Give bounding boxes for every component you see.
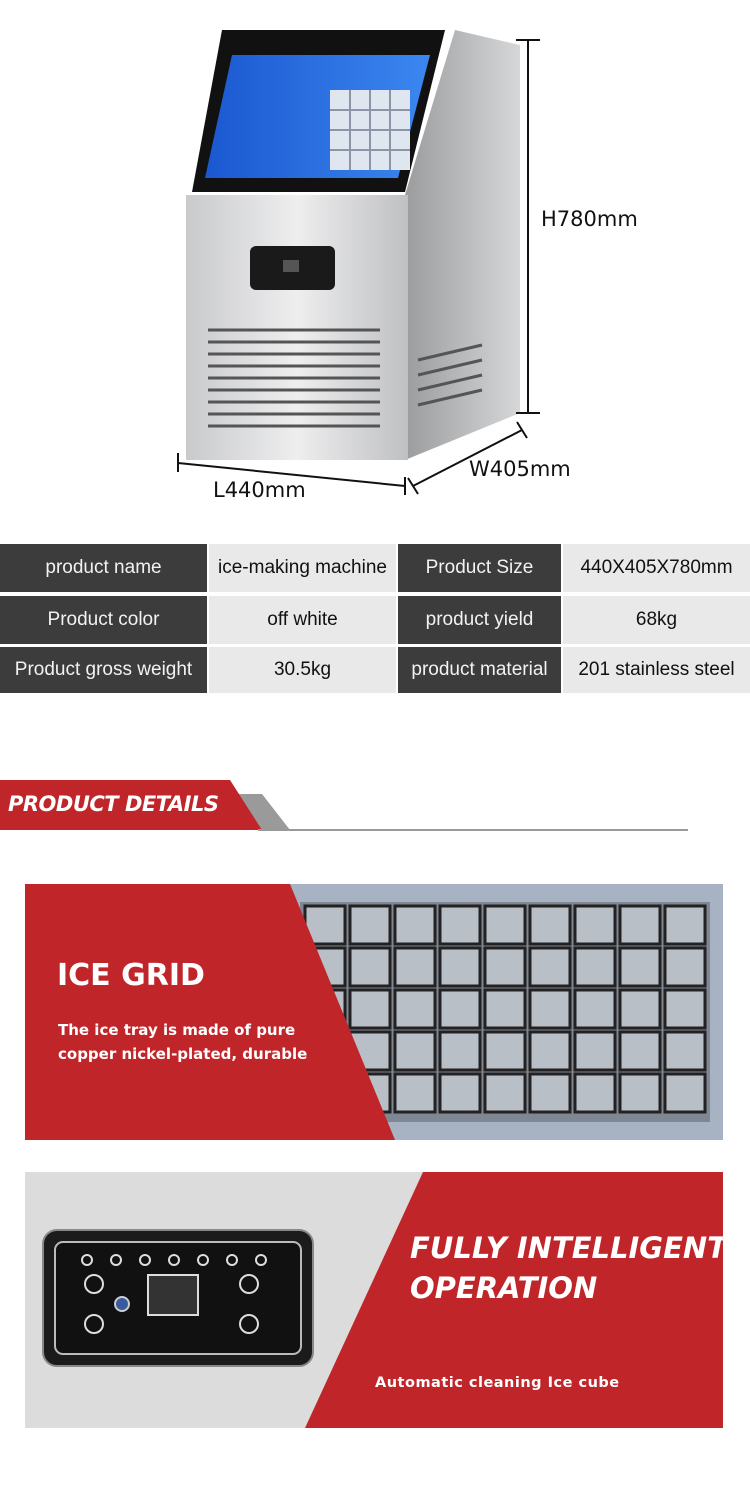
description-line: Automatic cleaning Ice cube xyxy=(375,1375,620,1391)
spec-label: product material xyxy=(398,647,561,693)
ice-machine-image xyxy=(0,0,750,520)
title-line: OPERATION xyxy=(410,1271,598,1305)
title-line: FULLY INTELLIGENT xyxy=(410,1231,727,1265)
description-line: copper nickel-plated, durable xyxy=(58,1045,308,1063)
description-line: thickness adjustable LCD display, etc xyxy=(375,1450,703,1466)
ice-grid-image xyxy=(25,884,723,1140)
spec-label: product yield xyxy=(398,596,561,644)
table-row xyxy=(0,544,750,592)
spec-value: ice-making machine xyxy=(209,544,396,592)
spec-value: 440X405X780mm xyxy=(563,544,750,592)
description-line: The ice tray is made of pure xyxy=(58,1021,296,1039)
spec-value: 30.5kg xyxy=(209,647,396,693)
length-dimension: L440mm xyxy=(213,478,306,502)
table-row xyxy=(0,596,750,644)
table-row xyxy=(0,647,750,693)
spec-label: product name xyxy=(0,544,207,592)
width-dimension: W405mm xyxy=(469,457,571,481)
section-title: PRODUCT DETAILS xyxy=(8,792,219,816)
height-dimension: H780mm xyxy=(541,207,638,231)
feature-title: ICE GRID xyxy=(57,958,205,993)
spec-value: 201 stainless steel xyxy=(563,647,750,693)
spec-label: Product Size xyxy=(398,544,561,592)
feature-description xyxy=(375,1321,703,1496)
feature-description xyxy=(58,1018,307,1066)
spec-value: off white xyxy=(209,596,396,644)
spec-label: Product gross weight xyxy=(0,647,207,693)
spec-label: Product color xyxy=(0,596,207,644)
feature-title xyxy=(410,1228,727,1308)
spec-value: 68kg xyxy=(563,596,750,644)
